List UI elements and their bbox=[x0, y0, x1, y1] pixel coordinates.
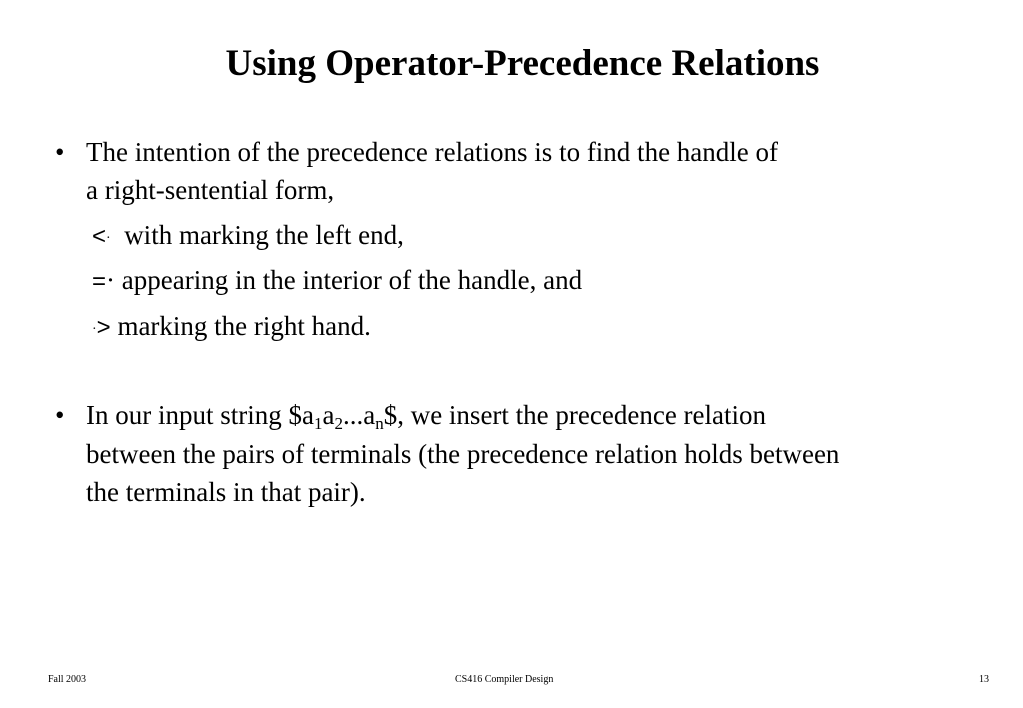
text-segment: a bbox=[322, 400, 335, 430]
text-segment: In our input string $a bbox=[86, 400, 314, 430]
relation-description: with marking the left end, bbox=[124, 220, 404, 250]
bullet-2-line-3: the terminals in that pair). bbox=[86, 477, 366, 507]
bullet-1-line-1: The intention of the precedence relations is to find the handle of bbox=[86, 137, 779, 167]
text-segment: $, we insert the precedence relation bbox=[383, 400, 767, 430]
relation-dot: · bbox=[106, 265, 116, 295]
relation-description: marking the right hand. bbox=[117, 311, 371, 341]
subscript: 2 bbox=[334, 414, 343, 433]
footer-page-number: 13 bbox=[979, 674, 989, 685]
subscript: 1 bbox=[313, 414, 323, 433]
less-than-symbol: < bbox=[92, 223, 107, 250]
slide-title: Using Operator-Precedence Relations bbox=[225, 43, 820, 84]
subscript: n bbox=[375, 414, 384, 433]
bullet-2-line-1 bbox=[86, 396, 986, 434]
text-segment: ...a bbox=[342, 400, 376, 430]
relation-equals bbox=[92, 261, 582, 301]
relation-dot: · bbox=[106, 231, 111, 246]
bullet-marker: • bbox=[55, 400, 65, 430]
relation-greater-than bbox=[92, 307, 371, 349]
footer-left: Fall 2003 bbox=[48, 674, 87, 685]
relation-less-than bbox=[92, 216, 404, 258]
bullet-2-line-2: between the pairs of terminals (the precedence relation holds between bbox=[86, 439, 840, 469]
footer-center: CS416 Compiler Design bbox=[455, 674, 554, 685]
greater-than-symbol: > bbox=[96, 314, 111, 341]
bullet-marker: • bbox=[55, 137, 65, 167]
relation-dot: · bbox=[92, 322, 97, 337]
relation-description: appearing in the interior of the handle, and bbox=[121, 265, 583, 295]
equals-symbol: = bbox=[92, 268, 107, 295]
bullet-1-line-2: a right-sentential form, bbox=[86, 175, 335, 205]
